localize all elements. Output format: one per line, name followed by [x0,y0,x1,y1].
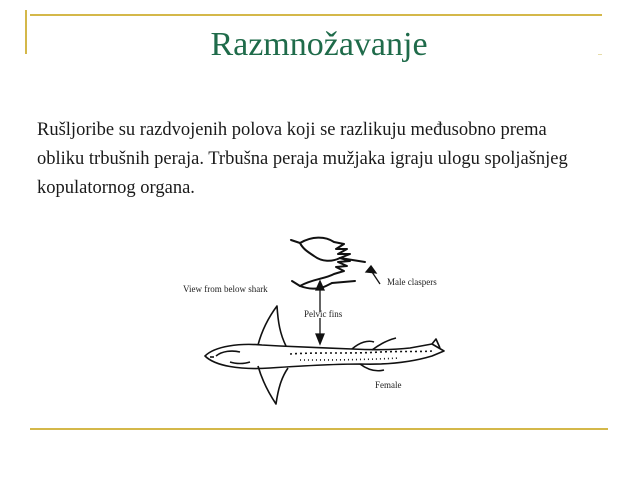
label-pelvic-fins: Pelvic fins [304,309,343,319]
slide-title: Razmnožavanje [210,26,428,63]
bottom-rule [30,428,608,430]
shark-drawing [205,306,444,404]
label-view-from-below: View from below shark [183,284,268,294]
slide-body-text: Rušljoribe su razdvojenih polova koji se razlikuju međusobno prema obliku trbušnih peraja. Trbušna peraja mužjaka igraju ulogu spoljašnjeg kopulatornog organa. [37,120,568,198]
male-claspers-drawing [291,238,365,289]
label-female: Female [375,380,402,390]
label-male-claspers: Male claspers [387,277,437,287]
